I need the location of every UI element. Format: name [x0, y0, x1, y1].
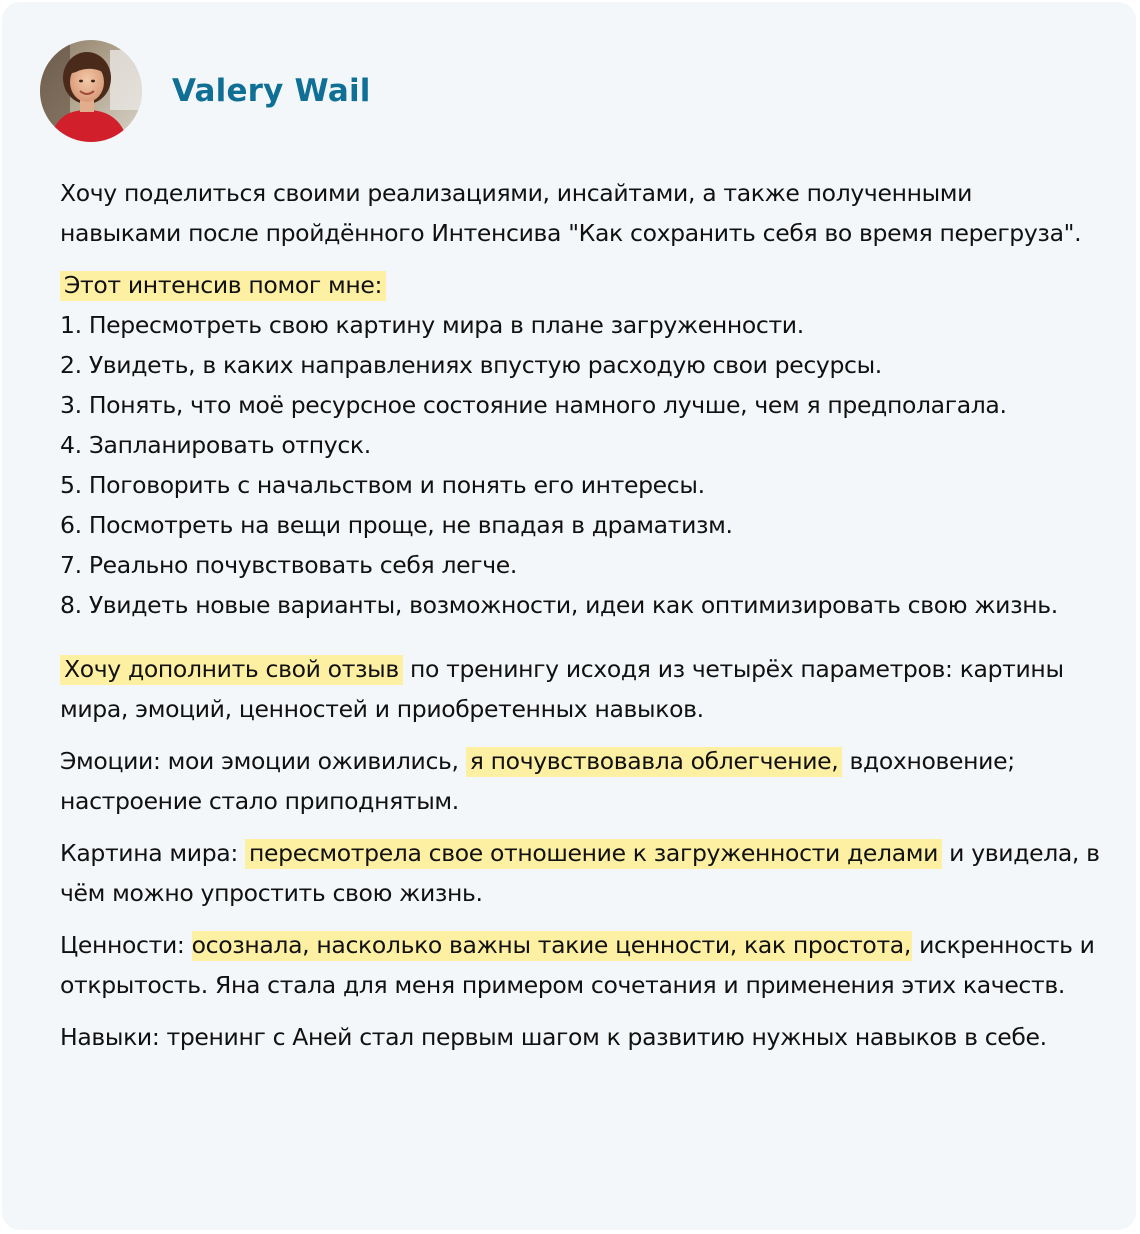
- worldview-text: и увидела, в чём можно упростить свою жизнь.: [60, 839, 1100, 907]
- helped-list: [60, 305, 1100, 625]
- highlight-values: осознала, насколько важны такие ценности, как простота,: [191, 931, 911, 959]
- list-item: 3. Понять, что моё ресурсное состояние намного лучше, чем я предполагала.: [60, 391, 1007, 419]
- emotions-label: Эмоции: мои эмоции оживились,: [60, 747, 466, 775]
- emotions-paragraph: [60, 741, 1100, 821]
- list-item: 4. Запланировать отпуск.: [60, 431, 371, 459]
- avatar-photo: [40, 40, 142, 142]
- values-text: искренность и открытость. Яна стала для меня примером сочетания и применения этих качеств.: [60, 931, 1095, 999]
- helped-heading: [60, 265, 1100, 305]
- list-item: 5. Поговорить с начальством и понять его интересы.: [60, 471, 705, 499]
- addition-paragraph: [60, 649, 1100, 729]
- addition-text: по тренингу исходя из четырёх параметров: картины мира, эмоций, ценностей и приобретенных навыков.: [60, 655, 1064, 723]
- avatar: [40, 40, 142, 142]
- emotions-text: вдохновение; настроение стало приподнятым.: [60, 747, 1015, 815]
- review-card: [2, 2, 1136, 1230]
- highlight-worldview: пересмотрела свое отношение к загруженности делами: [245, 839, 942, 869]
- list-item: 2. Увидеть, в каких направлениях впустую расходую свои ресурсы.: [60, 351, 882, 379]
- author-name[interactable]: Valery Wail: [172, 73, 371, 109]
- list-item: 7. Реально почувствовать себя легче.: [60, 551, 517, 579]
- review-body: [60, 173, 1100, 1057]
- worldview-paragraph: [60, 833, 1100, 913]
- highlight-addition: Хочу дополнить свой отзыв: [60, 655, 403, 685]
- highlight-emotions: я почувствовавла облегчение,: [466, 747, 843, 777]
- list-item: 1. Пересмотреть свою картину мира в плане загруженности.: [60, 311, 804, 339]
- values-label: Ценности:: [60, 931, 192, 959]
- review-header: [40, 40, 371, 142]
- skills-paragraph: Навыки: тренинг с Аней стал первым шагом к развитию нужных навыков в себе.: [60, 1023, 1047, 1051]
- list-item: 6. Посмотреть на вещи проще, не впадая в драматизм.: [60, 511, 733, 539]
- values-paragraph: [60, 925, 1100, 1005]
- highlight-helped-heading: Этот интенсив помог мне:: [60, 271, 386, 301]
- list-item: 8. Увидеть новые варианты, возможности, идеи как оптимизировать свою жизнь.: [60, 591, 1058, 619]
- worldview-label: Картина мира:: [60, 839, 246, 867]
- intro-paragraph: Хочу поделиться своими реализациями, инсайтами, а также полученными навыками после пройдённого Интенсива "Как сохранить себя во время перегруза".: [60, 179, 1082, 247]
